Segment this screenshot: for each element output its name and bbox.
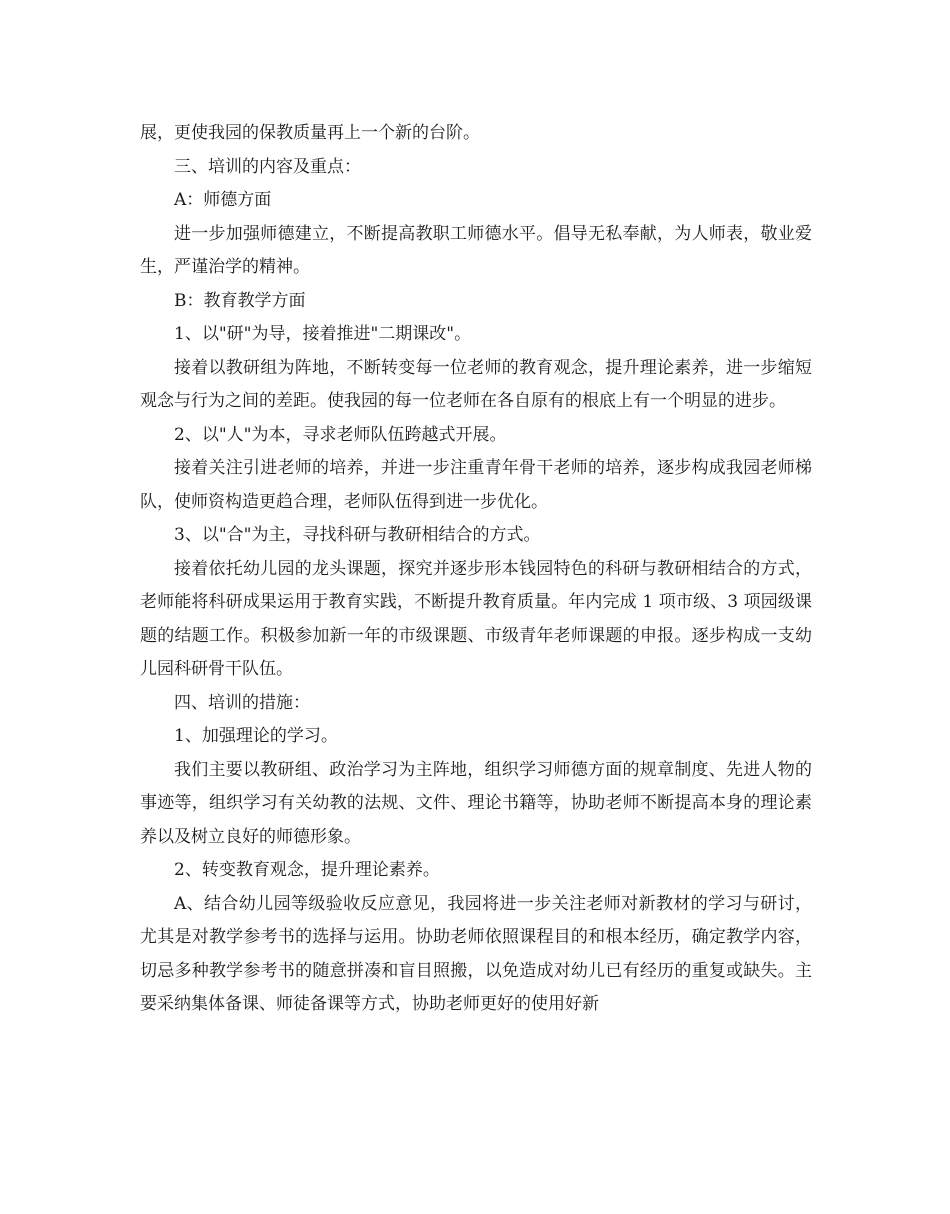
subheading-education-teaching: B：教育教学方面 bbox=[174, 290, 306, 311]
subheading-teacher-ethics: A：师德方面 bbox=[174, 190, 272, 210]
item-heading-combination: 3、以"合"为主，寻找科研与教研相结合的方式。 bbox=[174, 525, 541, 545]
paragraph-research: 接着以教研组为阵地，不断转变每一位老师的教育观念，提升理论素养，进一步缩短观念与行为之间的差距。使我园的每一位老师在各自原有的根底上有一个明显的进步。 bbox=[140, 357, 812, 411]
section-heading-training-content: 三、培训的内容及重点： bbox=[174, 156, 361, 177]
section-heading-training-measures: 四、培训的措施： bbox=[174, 692, 310, 713]
paragraph-continuation: 展，更使我园的保教质量再上一个新的台阶。 bbox=[140, 123, 480, 143]
paragraph-change-concepts: A、结合幼儿园等级验收反应意见，我园将进一步关注老师对新教材的学习与研讨，尤其是对教学参考书的选择与运用。协助老师依照课程目的和根本经历，确定教学内容，切忌多种教学参考书的随意拼凑和盲目照搬，以免造成对幼儿已有经历的重复或缺失。主要采纳集体备课、师徒备课等方式，协助老师更好的使用好新 bbox=[140, 893, 812, 1014]
paragraph-combination: 接着依托幼儿园的龙头课题，探究并逐步形本钱园特色的科研与教研相结合的方式，老师能将科研成果运用于教育实践，不断提升教育质量。年内完成 1 项市级、3 项园级课题的结题工作。积极参加新一年的市级课题、市级青年老师课题的申报。逐步构成一支幼儿园科研骨干队伍。 bbox=[140, 558, 812, 679]
paragraph-ethics: 进一步加强师德建立，不断提高教职工师德水平。倡导无私奉献，为人师表，敬业爱生，严谨治学的精神。 bbox=[140, 223, 812, 277]
item-heading-theory-study: 1、加强理论的学习。 bbox=[174, 726, 338, 746]
item-heading-people: 2、以"人"为本，寻求老师队伍跨越式开展。 bbox=[174, 424, 507, 445]
item-heading-change-concepts: 2、转变教育观念，提升理论素养。 bbox=[174, 860, 440, 880]
paragraph-people: 接着关注引进老师的培养，并进一步注重青年骨干老师的培养，逐步构成我园老师梯队，使师资构造更趋合理，老师队伍得到进一步优化。 bbox=[140, 458, 812, 512]
paragraph-theory-study: 我们主要以教研组、政治学习为主阵地，组织学习师德方面的规章制度、先进人物的事迹等，组织学习有关幼教的法规、文件、理论书籍等，协助老师不断提高本身的理论素养以及树立良好的师德形象。 bbox=[140, 759, 812, 847]
item-heading-research: 1、以"研"为导，接着推进"二期课改"。 bbox=[174, 324, 472, 344]
document-body bbox=[140, 117, 812, 1022]
